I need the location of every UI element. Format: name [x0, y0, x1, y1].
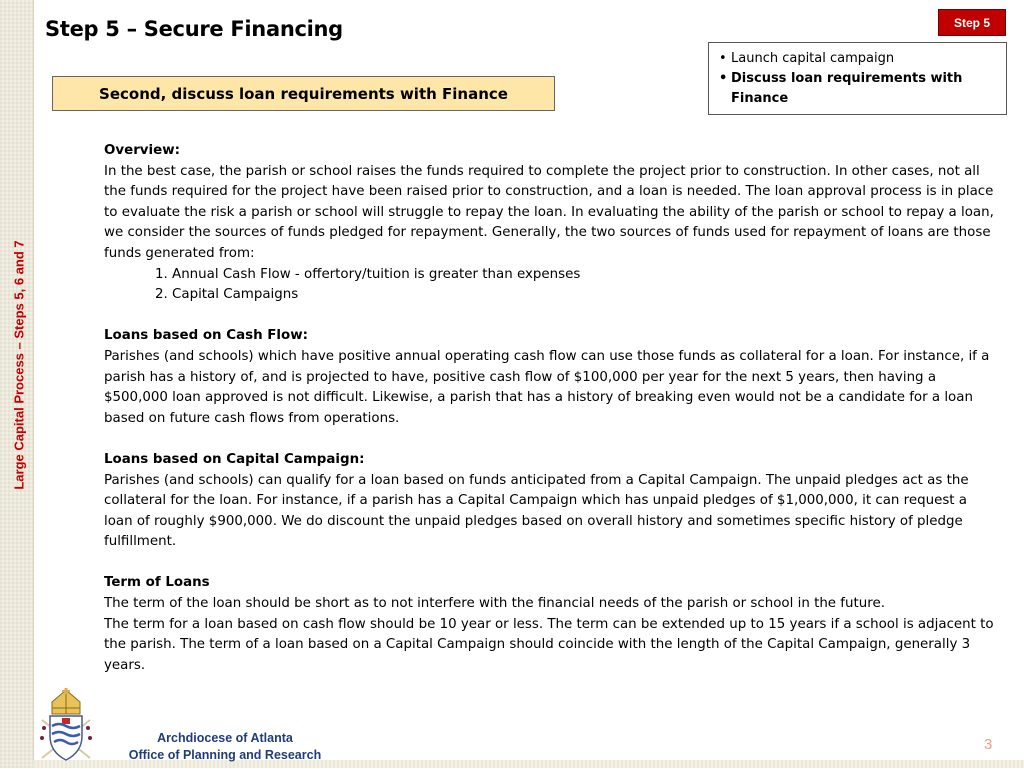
callout-banner: Second, discuss loan requirements with Finance: [52, 76, 555, 111]
page-number: 3: [984, 736, 993, 753]
summary-bullet-item: • Launch capital campaign: [719, 49, 998, 69]
summary-bullet-box: [708, 42, 1007, 115]
term-heading: Term of Loans: [104, 575, 210, 591]
archdiocese-crest-icon: [36, 688, 96, 764]
spacer: [104, 306, 994, 327]
summary-bullet-item-current: • Discuss loan requirements with Finance: [719, 69, 998, 109]
left-decorative-band: [0, 0, 34, 768]
term-paragraph-2: The term for a loan based on cash flow should be 10 year or less. The term can be extended up to 15 years if a school is adjacent to the parish. The term of a loan based on a Capital Campaign should coincide with the length of the Capital Campaign, generally 3 years.: [104, 616, 994, 673]
step-badge: Step 5: [938, 9, 1006, 36]
campaign-heading: Loans based on Capital Campaign:: [104, 451, 365, 467]
main-content: [104, 141, 994, 676]
cashflow-paragraph: Parishes (and schools) which have positive annual operating cash flow can use those funds as collateral for a loan. For instance, if a parish has a history of, and is projected to have, positive cash flow of $100,000 per year for the next 5 years, then having a $500,000 loan approved is not difficult. Likewise, a parish that has a history of breaking even would not be a candidate for a loan based on future cash flows from operations.: [104, 348, 990, 426]
campaign-paragraph: Parishes (and schools) can qualify for a loan based on funds anticipated from a Capital Campaign. The unpaid pledges act as the collateral for the loan. For instance, if a parish has a Capital Campaign which has unpaid pledges of $1,000,000, it can request a loan of roughly $900,000. We do discount the unpaid pledges based on overall history and sometimes specific history of pledge fulfillment.: [104, 472, 969, 550]
summary-bullet-list: [719, 49, 998, 109]
funding-source-item: 2. Capital Campaigns: [155, 287, 299, 303]
overview-heading: Overview:: [104, 143, 180, 158]
funding-source-item: 1. Annual Cash Flow - offertory/tuition is greater than expenses: [155, 266, 581, 282]
cashflow-heading: Loans based on Cash Flow:: [104, 328, 308, 344]
sidebar-section-label: Large Capital Process – Steps 5, 6 and 7: [11, 240, 27, 490]
org-line-1: Archdiocese of Atlanta: [157, 731, 293, 745]
page-title: Step 5 – Secure Financing: [45, 17, 343, 41]
spacer: [104, 429, 994, 450]
overview-paragraph: In the best case, the parish or school raises the funds required to complete the project prior to construction. In other cases, not all the funds required for the project have been raised prior to construction, and a loan is needed. The loan approval process is in place to evaluate the risk a parish or school will struggle to repay the loan. In evaluating the ability of the parish or school to repay a loan, we consider the sources of funds pledged for repayment. Generally, the two sources of funds used for repayment of loans are those funds generated from:: [104, 163, 994, 261]
spacer: [104, 553, 994, 574]
term-paragraph-1: The term of the loan should be short as to not interfere with the financial needs of the parish or school in the future.: [104, 596, 885, 612]
organization-name: [105, 730, 345, 764]
org-line-2: Office of Planning and Research: [128, 748, 322, 762]
